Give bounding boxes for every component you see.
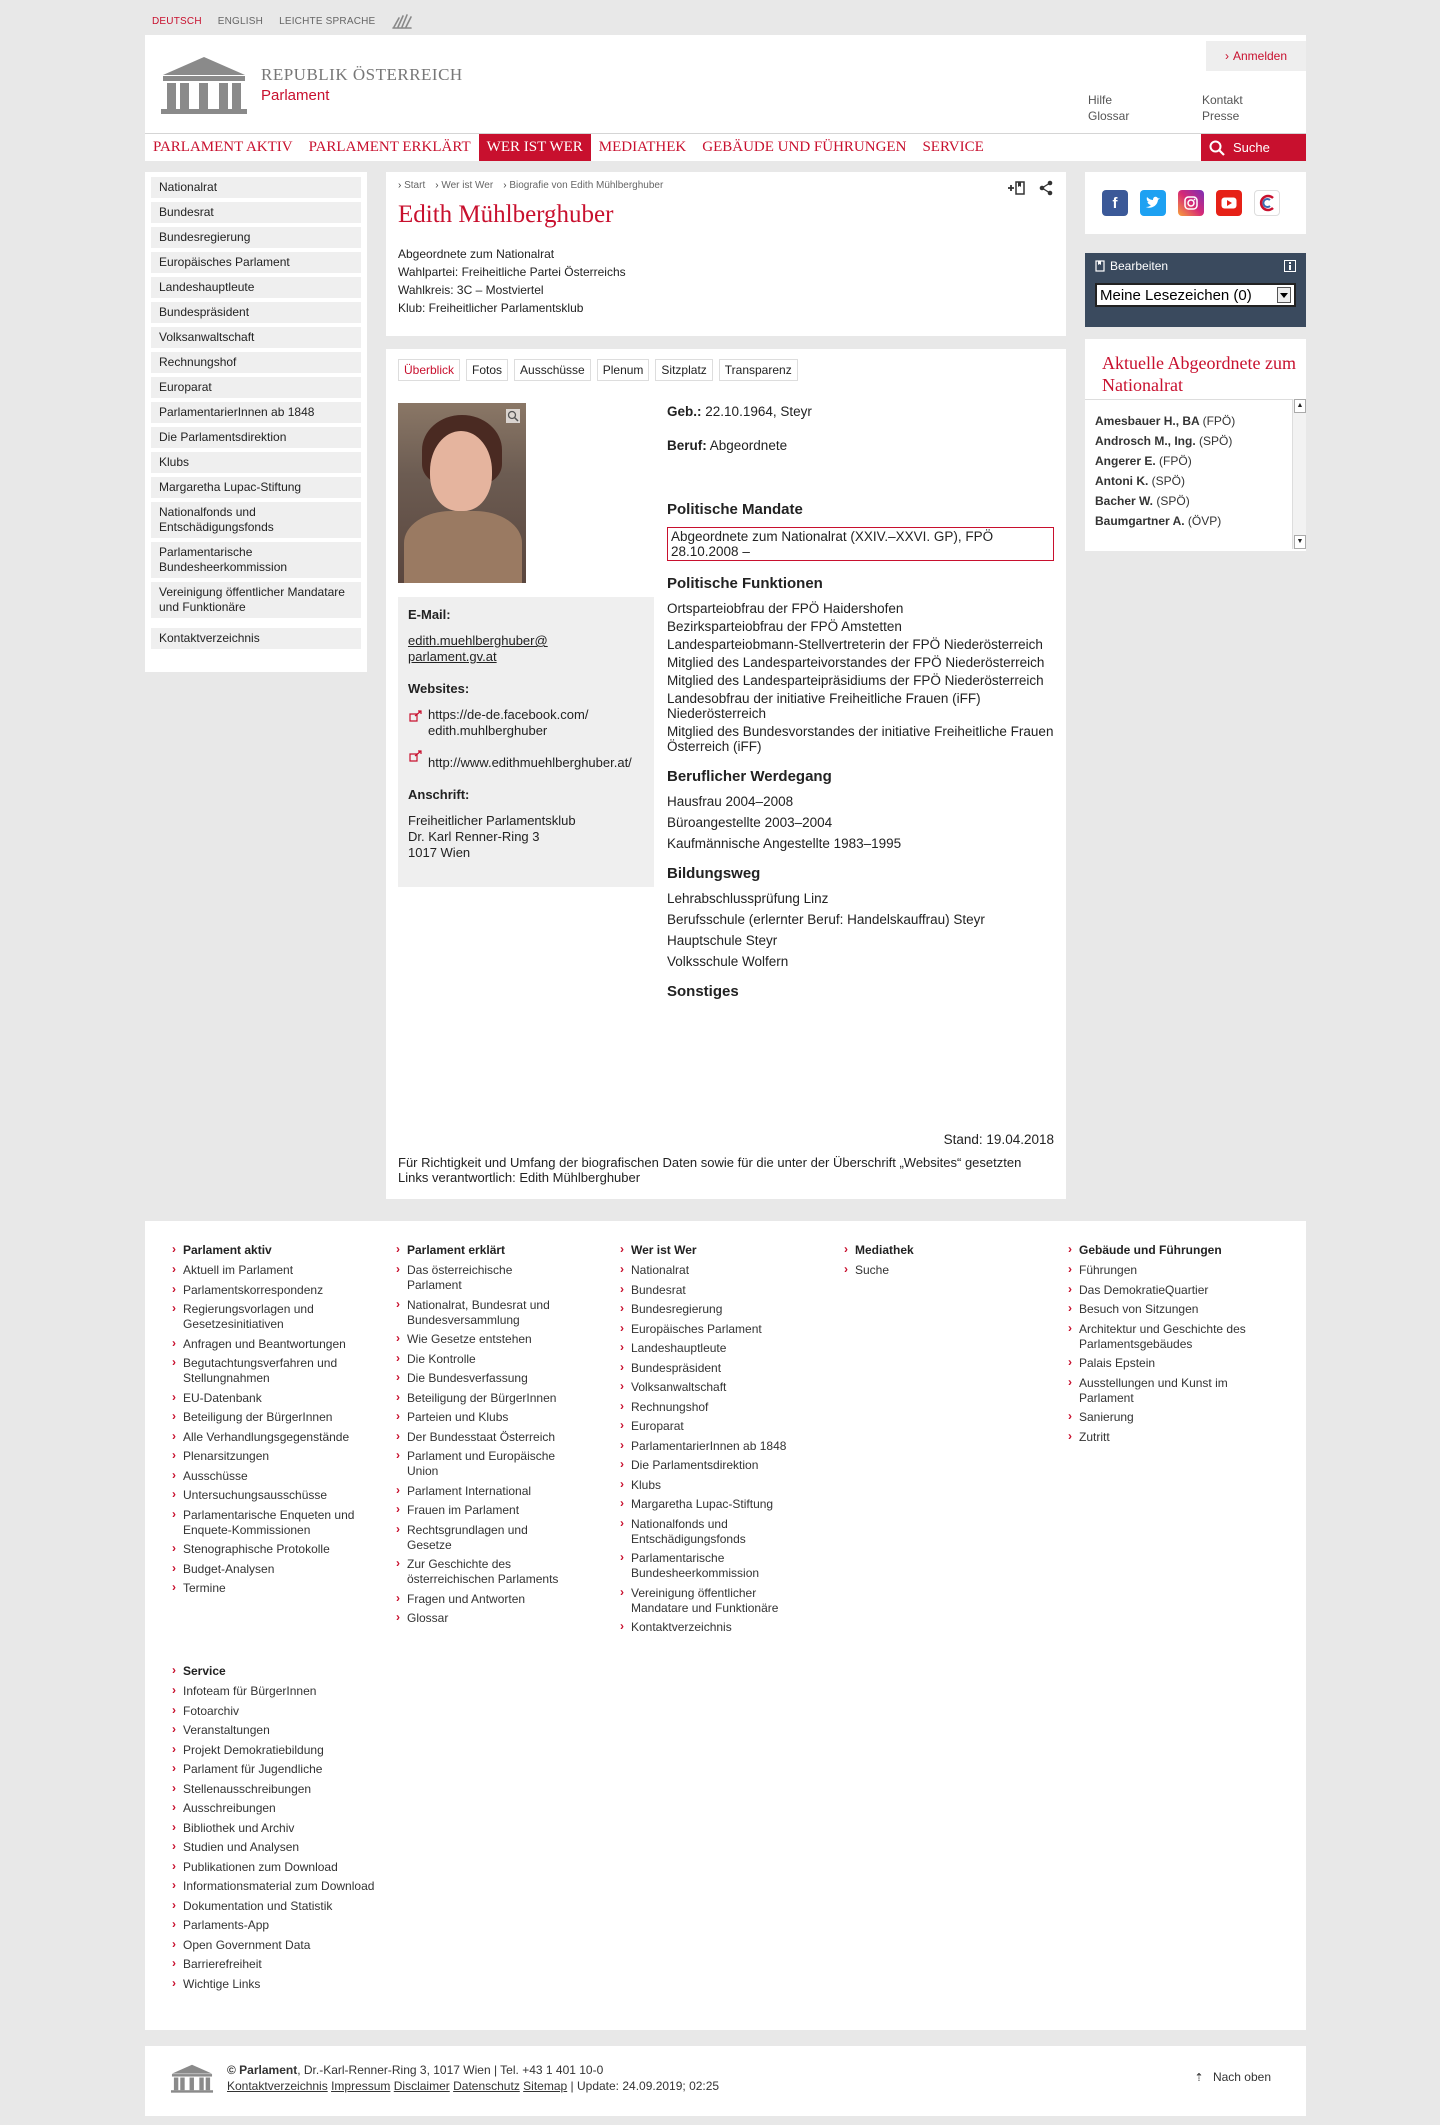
footer-link[interactable]: › Suche <box>842 1263 1017 1278</box>
footer-link[interactable]: › Regierungsvorlagen und Gesetzesinitiativen <box>170 1302 355 1332</box>
nav-gebaeude[interactable]: GEBÄUDE UND FÜHRUNGEN <box>702 139 907 155</box>
search-button[interactable]: Suche <box>1201 134 1306 161</box>
portrait-photo[interactable] <box>398 403 526 583</box>
nav-parlament-erklaert[interactable]: PARLAMENT ERKLÄRT <box>308 139 471 155</box>
function-item: Mitglied des Landesparteipräsidiums der FPÖ Niederösterreich <box>667 673 1044 688</box>
bookmark-icon <box>1095 260 1105 272</box>
footer-link[interactable]: › Parlamentarische Enqueten und Enquete-Kommissionen <box>170 1508 355 1538</box>
footer-link[interactable]: › Termine <box>170 1581 355 1596</box>
site-header <box>145 35 1306 133</box>
tab-ausschuesse[interactable]: Ausschüsse <box>514 359 591 381</box>
footer-link[interactable]: › Plenarsitzungen <box>170 1449 355 1464</box>
press-link[interactable]: Presse <box>1202 109 1240 123</box>
sidebar-item-europaeisches-parlament[interactable]: Europäisches Parlament <box>151 252 361 273</box>
mp-item[interactable]: Amesbauer H., BA (FPÖ) <box>1095 414 1236 428</box>
footer-link[interactable]: › Veranstaltungen <box>170 1723 410 1738</box>
address-line: Freiheitlicher Parlamentsklub <box>408 813 576 828</box>
nav-parlament-aktiv[interactable]: PARLAMENT AKTIV <box>153 139 293 155</box>
mp-item[interactable]: Androsch M., Ing. (SPÖ) <box>1095 434 1233 448</box>
footer-link[interactable]: › Vereinigung öffentlicher Mandatare und Funktionäre <box>618 1586 793 1616</box>
nav-service[interactable]: SERVICE <box>922 139 984 155</box>
profile-header <box>386 172 1066 336</box>
footer-link[interactable]: › Das österreichische Parlament <box>394 1263 569 1293</box>
footer-link[interactable]: › Barrierefreiheit <box>170 1957 410 1972</box>
footer-link[interactable]: › Publikationen zum Download <box>170 1860 410 1875</box>
main-navigation <box>145 133 1306 161</box>
footer-link[interactable]: › Anfragen und Beantwortungen <box>170 1337 355 1352</box>
website-row <box>408 747 644 771</box>
scroll-up-icon[interactable]: ▲ <box>1294 399 1306 413</box>
footer-link[interactable]: › Rechtsgrundlagen und Gesetze <box>394 1523 569 1553</box>
footer-link[interactable]: › Wie Gesetze entstehen <box>394 1332 569 1347</box>
page-title: Edith Mühlberghuber <box>398 201 614 228</box>
sidebar-item-lupac-stiftung[interactable]: Margaretha Lupac-Stiftung <box>151 477 361 498</box>
sidebar-item-nationalrat[interactable]: Nationalrat <box>151 177 361 198</box>
footer-heading[interactable]: › Gebäude und Führungen <box>1066 1243 1251 1258</box>
glossary-link[interactable]: Glossar <box>1088 109 1130 123</box>
sign-language-icon[interactable] <box>391 12 415 30</box>
breadcrumb-wer-ist-wer[interactable]: › Wer ist Wer <box>435 180 493 191</box>
copyright: © Parlament <box>227 2063 298 2077</box>
education-item: Volksschule Wolfern <box>667 954 789 969</box>
youtube-icon[interactable] <box>1216 190 1242 216</box>
lang-deutsch[interactable]: DEUTSCH <box>152 15 202 27</box>
bottom-link-sitemap[interactable]: Sitemap <box>523 2079 568 2093</box>
footer-heading[interactable]: › Wer ist Wer <box>618 1243 793 1258</box>
function-item: Mitglied des Bundesvorstandes der initiative Freiheitliche Frauen Österreich (iFF) <box>667 724 1054 754</box>
tab-transparenz[interactable]: Transparenz <box>719 359 798 381</box>
sidebar-item-rechnungshof[interactable]: Rechnungshof <box>151 352 361 373</box>
footer-link[interactable]: › Begutachtungsverfahren und Stellungnahmen <box>170 1356 355 1386</box>
email-link[interactable]: edith.muehlberghuber@ parlament.gv.at <box>408 633 548 664</box>
sidebar-item-kontaktverzeichnis[interactable]: Kontaktverzeichnis <box>151 628 361 649</box>
sidebar-item-parlamentarierinnen[interactable]: ParlamentarierInnen ab 1848 <box>151 402 361 423</box>
address-line: Dr. Karl Renner-Ring 3 <box>408 829 540 844</box>
profile-club: Klub: Freiheitlicher Parlamentsklub <box>398 301 584 315</box>
bottom-link-disclaimer[interactable]: Disclaimer <box>393 2079 450 2093</box>
share-icon[interactable] <box>1038 180 1054 196</box>
footer-link[interactable]: › Beteiligung der BürgerInnen <box>394 1391 569 1406</box>
footer-col-wer-ist-wer <box>618 1243 793 1640</box>
edit-button[interactable]: Bearbeiten <box>1095 259 1168 273</box>
biography-content <box>386 349 1066 1199</box>
footer-heading[interactable]: › Parlament erklärt <box>394 1243 569 1258</box>
footer-link[interactable]: › Aktuell im Parlament <box>170 1263 355 1278</box>
tab-plenum[interactable]: Plenum <box>597 359 650 381</box>
breadcrumb-start[interactable]: › Start <box>398 180 425 191</box>
bookmarks-select[interactable]: Meine Lesezeichen (0) <box>1095 283 1296 307</box>
education-item: Berufsschule (erlernter Beruf: Handelskauffrau) Steyr <box>667 912 985 927</box>
footer-link[interactable]: › Ausschüsse <box>170 1469 355 1484</box>
email-label: E-Mail: <box>408 607 451 622</box>
social-links <box>1085 172 1306 234</box>
function-item: Ortsparteiobfrau der FPÖ Haidershofen <box>667 601 904 616</box>
footer-col-mediathek <box>842 1243 1017 1283</box>
sidebar-item-bundesheerkommission[interactable]: Parlamentarische Bundesheerkommission <box>151 542 361 578</box>
footer-link[interactable]: › Dokumentation und Statistik <box>170 1899 410 1914</box>
portrait-face <box>430 431 492 511</box>
sidebar-item-bundesregierung[interactable]: Bundesregierung <box>151 227 361 248</box>
footer-col-service <box>170 1664 410 1996</box>
footer-link[interactable]: › Parlament für Jugendliche <box>170 1762 410 1777</box>
add-bookmark-icon[interactable] <box>1006 180 1026 196</box>
tab-ueberblick[interactable]: Überblick <box>398 359 460 381</box>
mp-list-scrollbar[interactable] <box>1292 399 1306 549</box>
last-update: | Update: 24.09.2019; 02:25 <box>570 2079 720 2093</box>
bottom-link-impressum[interactable]: Impressum <box>331 2079 391 2093</box>
footer-link[interactable]: › Parlamentskorrespondenz <box>170 1283 355 1298</box>
footer-link[interactable]: › Landeshauptleute <box>618 1341 793 1356</box>
dropdown-arrow-icon <box>1277 287 1291 303</box>
profile-info <box>398 245 1054 317</box>
birth-info: Geb.: 22.10.1964, Steyr <box>667 404 812 419</box>
logo-parliament-text: Parlament <box>261 86 330 104</box>
chevron-right-icon: › <box>1224 49 1229 63</box>
footer-link[interactable]: › ParlamentarierInnen ab 1848 <box>618 1439 793 1454</box>
facebook-link[interactable]: https://de-de.facebook.com/ edith.muhlberghuber <box>428 707 589 738</box>
biography <box>667 403 1054 1009</box>
footer-link[interactable]: › Bundesrat <box>618 1283 793 1298</box>
footer-link[interactable]: › Fotoarchiv <box>170 1704 410 1719</box>
footer-link[interactable]: › Ausschreibungen <box>170 1801 410 1816</box>
address-line: 1017 Wien <box>408 845 471 860</box>
homepage-link[interactable]: http://www.edithmuehlberghuber.at/ <box>428 755 632 770</box>
footer-link[interactable]: › Die Bundesverfassung <box>394 1371 569 1386</box>
footer-col-parlament-aktiv <box>170 1243 355 1601</box>
mp-item[interactable]: Baumgartner A. (ÖVP) <box>1095 514 1222 528</box>
education-item: Lehrabschlussprüfung Linz <box>667 891 829 906</box>
parliament-building-icon <box>159 53 249 115</box>
function-item: Bezirksparteiobfrau der FPÖ Amstetten <box>667 619 902 634</box>
footer-link[interactable]: › Führungen <box>1066 1263 1251 1278</box>
footer-link[interactable]: › Infoteam für BürgerInnen <box>170 1684 410 1699</box>
sidebar-item-volksanwaltschaft[interactable]: Volksanwaltschaft <box>151 327 361 348</box>
portrait-body <box>404 511 522 583</box>
career-item: Hausfrau 2004–2008 <box>667 794 794 809</box>
sidebar-item-europarat[interactable]: Europarat <box>151 377 361 398</box>
lang-english[interactable]: ENGLISH <box>217 15 264 27</box>
footer-link[interactable]: › EU-Datenbank <box>170 1391 355 1406</box>
profile-role: Abgeordnete zum Nationalrat <box>398 247 555 261</box>
mp-item[interactable]: Bacher W. (SPÖ) <box>1095 494 1190 508</box>
search-icon <box>1209 140 1225 156</box>
profile-party: Wahlpartei: Freiheitliche Partei Österreichs <box>398 265 626 279</box>
footer-link[interactable]: › Zur Geschichte des österreichischen Parlaments <box>394 1557 569 1587</box>
logo-republic-text: REPUBLIK ÖSTERREICH <box>261 64 463 84</box>
functions-heading: Politische Funktionen <box>667 575 823 592</box>
scroll-down-icon[interactable]: ▼ <box>1294 535 1306 549</box>
other-heading: Sonstiges <box>667 983 739 1000</box>
footer-link[interactable]: › Sanierung <box>1066 1410 1251 1425</box>
footer-link[interactable]: › Beteiligung der BürgerInnen <box>170 1410 355 1425</box>
function-item: Mitglied des Landesparteivorstandes der FPÖ Niederösterreich <box>667 655 1045 670</box>
footer-link[interactable]: › Frauen im Parlament <box>394 1503 569 1518</box>
website-row <box>408 707 644 739</box>
bottom-address: , Dr.-Karl-Renner-Ring 3, 1017 Wien | Tel. +43 1 401 10-0 <box>297 2063 604 2077</box>
contact-box <box>398 597 654 887</box>
footer-link[interactable]: › Budget-Analysen <box>170 1562 355 1577</box>
footer-link[interactable]: › Glossar <box>394 1611 569 1626</box>
footer-link[interactable]: › Studien und Analysen <box>170 1840 410 1855</box>
footer-link[interactable]: › Europarat <box>618 1419 793 1434</box>
contact-link[interactable]: Kontakt <box>1202 93 1243 107</box>
websites-label: Websites: <box>408 681 470 696</box>
language-bar <box>152 12 415 30</box>
footer-link[interactable]: › Besuch von Sitzungen <box>1066 1302 1251 1317</box>
bottom-info <box>227 2062 719 2094</box>
breadcrumb-current: › Biografie von Edith Mühlberghuber <box>503 180 663 191</box>
footer-link[interactable]: › Margaretha Lupac-Stiftung <box>618 1497 793 1512</box>
parliament-building-icon <box>170 2062 214 2094</box>
footer-link[interactable]: › Nationalrat <box>618 1263 793 1278</box>
sidebar-item-klubs[interactable]: Klubs <box>151 452 361 473</box>
bottom-bar <box>145 2046 1306 2116</box>
last-updated: Stand: 19.04.2018 <box>943 1132 1054 1147</box>
mp-list <box>1085 399 1306 551</box>
profession-info: Beruf: Abgeordnete <box>667 438 788 453</box>
education-item: Hauptschule Steyr <box>667 933 778 948</box>
help-link[interactable]: Hilfe <box>1088 93 1113 107</box>
footer-link[interactable]: › Zutritt <box>1066 1430 1251 1445</box>
footer-link[interactable]: › Parlamentarische Bundesheerkommission <box>618 1551 793 1581</box>
career-item: Büroangestellte 2003–2004 <box>667 815 833 830</box>
footer-link[interactable]: › Bibliothek und Archiv <box>170 1821 410 1836</box>
footer-col-parlament-erklaert <box>394 1243 569 1631</box>
card-actions <box>1006 180 1054 196</box>
footer-link[interactable]: › Stellenausschreibungen <box>170 1782 410 1797</box>
footer-heading[interactable]: › Service <box>170 1664 410 1679</box>
arrow-up-icon: ⇡ <box>1194 2072 1204 2084</box>
footer-link[interactable]: › Informationsmaterial zum Download <box>170 1879 410 1894</box>
footer-link[interactable]: › Europäisches Parlament <box>618 1322 793 1337</box>
util-links-right <box>1202 92 1243 124</box>
edit-row <box>1095 259 1296 273</box>
footer-link[interactable]: › Fragen und Antworten <box>394 1592 569 1607</box>
address-label: Anschrift: <box>408 787 470 802</box>
footer-link[interactable]: › Alle Verhandlungsgegenstände <box>170 1430 355 1445</box>
login-button[interactable]: › Anmelden <box>1206 41 1306 71</box>
footer-col-gebaeude <box>1066 1243 1251 1449</box>
footer-link[interactable]: › Architektur und Geschichte des Parlamentsgebäudes <box>1066 1322 1251 1352</box>
tab-sitzplatz[interactable]: Sitzplatz <box>655 359 712 381</box>
sidebar-item-landeshauptleute[interactable]: Landeshauptleute <box>151 277 361 298</box>
footer-link[interactable]: › Projekt Demokratiebildung <box>170 1743 410 1758</box>
career-item: Kaufmännische Angestellte 1983–1995 <box>667 836 902 851</box>
footer-heading[interactable]: › Parlament aktiv <box>170 1243 355 1258</box>
parliament-logo[interactable] <box>159 53 463 115</box>
function-item: Landesobfrau der initiative Freiheitliche Frauen (iFF) Niederösterreich <box>667 691 981 721</box>
external-link-icon <box>408 749 422 763</box>
edit-panel <box>1085 253 1306 327</box>
footer-heading[interactable]: › Mediathek <box>842 1243 1017 1258</box>
tab-fotos[interactable]: Fotos <box>466 359 508 381</box>
disclaimer: Für Richtigkeit und Umfang der biografischen Daten sowie für die unter der Überschrift „Websites“ gesetzten Links verantwortlich: Edith Mühlberghuber <box>398 1155 1022 1185</box>
footer-link[interactable]: › Bundespräsident <box>618 1361 793 1376</box>
util-links-left <box>1088 92 1129 124</box>
footer-link[interactable]: › Palais Epstein <box>1066 1356 1251 1371</box>
footer-link[interactable]: › Bundesregierung <box>618 1302 793 1317</box>
footer-link[interactable]: › Stenographische Protokolle <box>170 1542 355 1557</box>
facebook-icon[interactable]: f <box>1102 190 1128 216</box>
sidebar-item-bundesrat[interactable]: Bundesrat <box>151 202 361 223</box>
career-heading: Beruflicher Werdegang <box>667 768 832 785</box>
footer-link[interactable]: › Parlament International <box>394 1484 569 1499</box>
footer-link[interactable]: › Volksanwaltschaft <box>618 1380 793 1395</box>
external-link-icon <box>408 709 422 723</box>
lang-leichte-sprache[interactable]: LEICHTE SPRACHE <box>279 15 376 27</box>
footer-link[interactable]: › Kontaktverzeichnis <box>618 1620 793 1635</box>
sidebar <box>145 172 367 672</box>
bottom-link-kontaktverzeichnis[interactable]: Kontaktverzeichnis <box>227 2079 328 2093</box>
footer-link[interactable]: › Klubs <box>618 1478 793 1493</box>
footer-link[interactable]: › Parteien und Klubs <box>394 1410 569 1425</box>
nav-wer-ist-wer[interactable]: WER IST WER <box>479 134 591 161</box>
education-heading: Bildungsweg <box>667 865 761 882</box>
current-mps-panel <box>1085 339 1306 551</box>
nav-mediathek[interactable]: MEDIATHEK <box>598 139 687 155</box>
sidebar-item-bundespraesident[interactable]: Bundespräsident <box>151 302 361 323</box>
mp-item[interactable]: Antoni K. (SPÖ) <box>1095 474 1186 488</box>
zoom-icon[interactable] <box>506 409 520 423</box>
footer-link[interactable]: › Untersuchungsausschüsse <box>170 1488 355 1503</box>
footer-link[interactable]: › Rechnungshof <box>618 1400 793 1415</box>
footer-link[interactable]: › Parlaments-App <box>170 1918 410 1933</box>
profile-tabs <box>398 359 1054 381</box>
twitter-icon[interactable] <box>1140 190 1166 216</box>
instagram-icon[interactable] <box>1178 190 1204 216</box>
footer-link[interactable]: › Die Parlamentsdirektion <box>618 1458 793 1473</box>
sidebar-item-parlamentsdirektion[interactable]: Die Parlamentsdirektion <box>151 427 361 448</box>
function-item: Landesparteiobmann-Stellvertreterin der FPÖ Niederösterreich <box>667 637 1043 652</box>
footer-link[interactable]: › Das DemokratieQuartier <box>1066 1283 1251 1298</box>
sidebar-item-nationalfonds[interactable]: Nationalfonds und Entschädigungsfonds <box>151 502 361 538</box>
info-icon[interactable] <box>1284 260 1296 272</box>
footer-link[interactable]: › Der Bundesstaat Österreich <box>394 1430 569 1445</box>
footer-link[interactable]: › Wichtige Links <box>170 1977 410 1992</box>
mandates-heading: Politische Mandate <box>667 501 803 518</box>
footer-link[interactable]: › Nationalfonds und Entschädigungsfonds <box>618 1517 793 1547</box>
mandate-entry: Abgeordnete zum Nationalrat (XXIV.–XXVI. GP), FPÖ 28.10.2008 – <box>667 527 1054 561</box>
current-mps-title: Aktuelle Abgeordnete zum Nationalrat <box>1102 353 1296 395</box>
sidebar-item-vereinigung[interactable]: Vereinigung öffentlicher Mandatare und Funktionäre <box>151 582 361 618</box>
breadcrumb <box>398 180 1054 191</box>
footer-link[interactable]: › Ausstellungen und Kunst im Parlament <box>1066 1376 1251 1406</box>
site-footer <box>145 1221 1306 2030</box>
footer-link[interactable]: › Parlament und Europäische Union <box>394 1449 569 1479</box>
bottom-link-datenschutz[interactable]: Datenschutz <box>453 2079 520 2093</box>
mp-item[interactable]: Angerer E. (FPÖ) <box>1095 454 1192 468</box>
footer-link[interactable]: › Open Government Data <box>170 1938 410 1953</box>
back-to-top-link[interactable]: ⇡ Nach oben <box>1194 2070 1271 2084</box>
footer-link[interactable]: › Die Kontrolle <box>394 1352 569 1367</box>
parliament-app-icon[interactable] <box>1254 190 1280 216</box>
footer-link[interactable]: › Nationalrat, Bundesrat und Bundesversammlung <box>394 1298 569 1328</box>
profile-constituency: Wahlkreis: 3C – Mostviertel <box>398 283 544 297</box>
